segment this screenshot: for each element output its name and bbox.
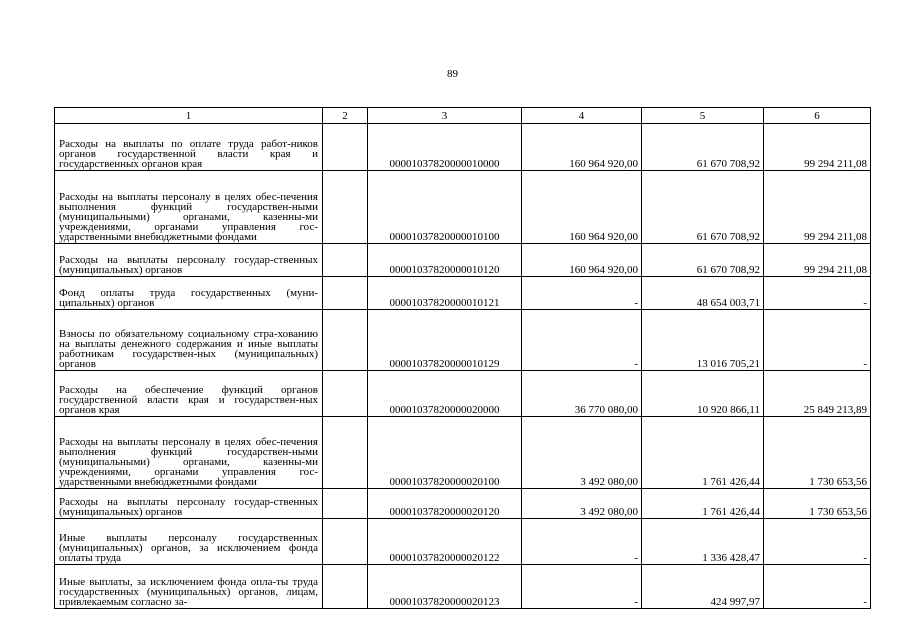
- remaining-amount-cell: 99 294 211,08: [764, 124, 871, 171]
- column-header-6: 6: [764, 108, 871, 124]
- column-2-cell: [323, 244, 368, 277]
- table-row: [55, 417, 871, 489]
- expense-name-cell: Расходы на выплаты персоналу в целях обес-печения выполнения функций государствен-ными (муниципальными) органами, казенны-ми учреждениями, органами управления гос-ударственными внебюджетными фондами: [55, 171, 323, 244]
- expense-name-cell: Расходы на выплаты персоналу государ-ственных (муниципальных) органов: [55, 489, 323, 519]
- budget-code-cell: 00001037820000020120: [368, 489, 522, 519]
- column-header-2: 2: [323, 108, 368, 124]
- approved-amount-cell: 160 964 920,00: [522, 171, 642, 244]
- budget-code-cell: 00001037820000020100: [368, 417, 522, 489]
- remaining-amount-cell: -: [764, 277, 871, 310]
- budget-code-cell: 00001037820000020122: [368, 519, 522, 565]
- budget-code-cell: 00001037820000010000: [368, 124, 522, 171]
- page-number: 89: [447, 68, 458, 80]
- executed-amount-cell: 61 670 708,92: [642, 124, 764, 171]
- column-2-cell: [323, 565, 368, 609]
- budget-execution-table: [54, 107, 871, 609]
- table-row: [55, 244, 871, 277]
- executed-amount-cell: 10 920 866,11: [642, 371, 764, 417]
- column-2-cell: [323, 519, 368, 565]
- column-2-cell: [323, 310, 368, 371]
- column-header-5: 5: [642, 108, 764, 124]
- executed-amount-cell: 13 016 705,21: [642, 310, 764, 371]
- column-header-1: 1: [55, 108, 323, 124]
- budget-code-cell: 00001037820000020123: [368, 565, 522, 609]
- expense-name-cell: Взносы по обязательному социальному стра-хованию на выплаты денежного содержания и иные выплаты работникам государствен-ных (муниципальных) органов: [55, 310, 323, 371]
- table-row: [55, 565, 871, 609]
- budget-code-cell: 00001037820000020000: [368, 371, 522, 417]
- table-row: [55, 519, 871, 565]
- column-2-cell: [323, 171, 368, 244]
- budget-code-cell: 00001037820000010129: [368, 310, 522, 371]
- approved-amount-cell: -: [522, 310, 642, 371]
- executed-amount-cell: 1 336 428,47: [642, 519, 764, 565]
- column-2-cell: [323, 417, 368, 489]
- remaining-amount-cell: -: [764, 519, 871, 565]
- remaining-amount-cell: 1 730 653,56: [764, 417, 871, 489]
- approved-amount-cell: -: [522, 277, 642, 310]
- table-row: [55, 277, 871, 310]
- approved-amount-cell: -: [522, 519, 642, 565]
- approved-amount-cell: -: [522, 565, 642, 609]
- remaining-amount-cell: 1 730 653,56: [764, 489, 871, 519]
- executed-amount-cell: 48 654 003,71: [642, 277, 764, 310]
- remaining-amount-cell: -: [764, 565, 871, 609]
- expense-name-cell: Иные выплаты, за исключением фонда опла-ты труда государственных (муниципальных) органов, лицам, привлекаемым согласно за-: [55, 565, 323, 609]
- expense-name-cell: Расходы на обеспечение функций органов государственной власти края и государствен-ных органов края: [55, 371, 323, 417]
- remaining-amount-cell: 99 294 211,08: [764, 171, 871, 244]
- executed-amount-cell: 1 761 426,44: [642, 489, 764, 519]
- column-2-cell: [323, 371, 368, 417]
- table-row: [55, 371, 871, 417]
- expense-name-cell: Расходы на выплаты персоналу в целях обес-печения выполнения функций государствен-ными (муниципальными) органами, казенны-ми учреждениями, органами управления гос-ударственными внебюджетными фондами: [55, 417, 323, 489]
- budget-code-cell: 00001037820000010100: [368, 171, 522, 244]
- executed-amount-cell: 1 761 426,44: [642, 417, 764, 489]
- column-2-cell: [323, 489, 368, 519]
- column-header-4: 4: [522, 108, 642, 124]
- approved-amount-cell: 160 964 920,00: [522, 244, 642, 277]
- budget-code-cell: 00001037820000010121: [368, 277, 522, 310]
- approved-amount-cell: 3 492 080,00: [522, 489, 642, 519]
- approved-amount-cell: 36 770 080,00: [522, 371, 642, 417]
- expense-name-cell: Иные выплаты персоналу государственных (муниципальных) органов, за исключением фонда оплаты труда: [55, 519, 323, 565]
- table-row: [55, 171, 871, 244]
- table-row: [55, 124, 871, 171]
- remaining-amount-cell: 25 849 213,89: [764, 371, 871, 417]
- table-row: [55, 489, 871, 519]
- executed-amount-cell: 61 670 708,92: [642, 171, 764, 244]
- executed-amount-cell: 424 997,97: [642, 565, 764, 609]
- approved-amount-cell: 3 492 080,00: [522, 417, 642, 489]
- approved-amount-cell: 160 964 920,00: [522, 124, 642, 171]
- column-2-cell: [323, 124, 368, 171]
- budget-code-cell: 00001037820000010120: [368, 244, 522, 277]
- expense-name-cell: Расходы на выплаты персоналу государ-ственных (муниципальных) органов: [55, 244, 323, 277]
- remaining-amount-cell: 99 294 211,08: [764, 244, 871, 277]
- expense-name-cell: Расходы на выплаты по оплате труда работ-ников органов государственной власти края и государственных органов края: [55, 124, 323, 171]
- column-header-3: 3: [368, 108, 522, 124]
- expense-name-cell: Фонд оплаты труда государственных (муни-ципальных) органов: [55, 277, 323, 310]
- remaining-amount-cell: -: [764, 310, 871, 371]
- table-row: [55, 310, 871, 371]
- column-2-cell: [323, 277, 368, 310]
- executed-amount-cell: 61 670 708,92: [642, 244, 764, 277]
- column-number-row: [55, 108, 871, 124]
